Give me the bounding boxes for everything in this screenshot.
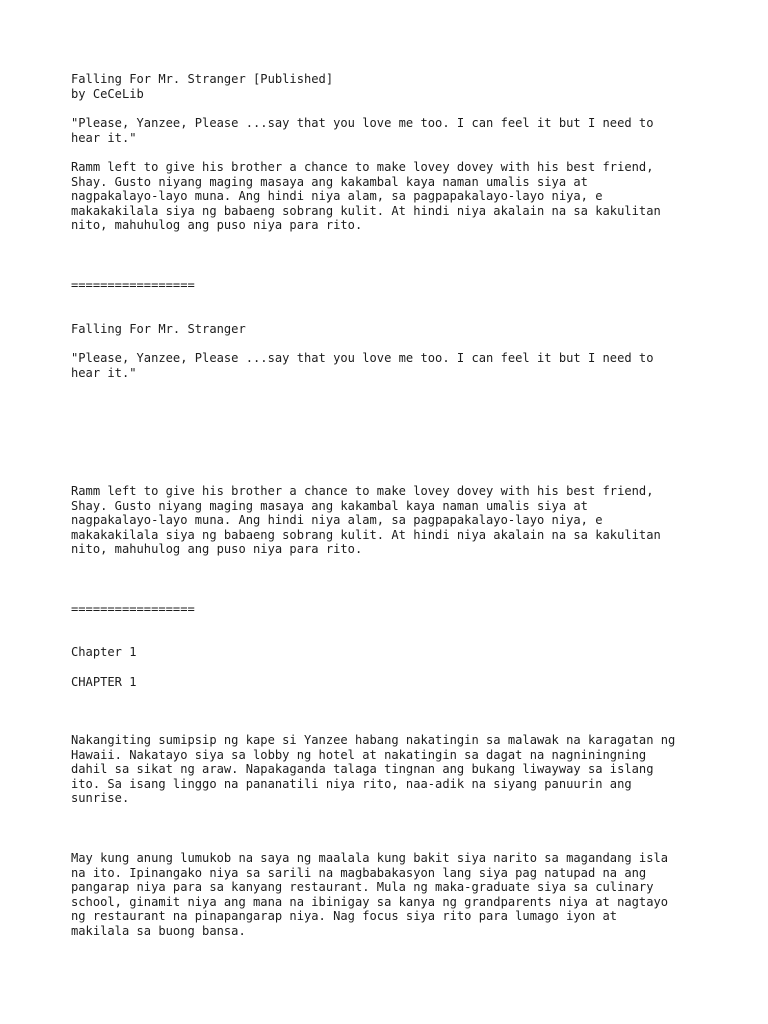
chapter-heading: CHAPTER 1 (71, 675, 137, 689)
chapter-label: Chapter 1 (71, 645, 137, 659)
separator-2: ================= (71, 602, 195, 616)
title-2: Falling For Mr. Stranger (71, 322, 246, 336)
blurb-2: Ramm left to give his brother a chance to make lovey dovey with his best friend, Shay. Gusto niyang maging masaya ang kakambal kaya naman umalis siya at nagpakalayo-layo muna. Ang hindi niya alam, sa pagpapakalayo-layo niya, e makakakilala siya ng babaeng sobrang kulit. At hindi niya akalain na sa kakulitan nito, mahuhulog ang puso niya para rito. (71, 484, 661, 556)
blurb-1: Ramm left to give his brother a chance to make lovey dovey with his best friend, Shay. Gusto niyang maging masaya ang kakambal kaya naman umalis siya at nagpakalayo-layo muna. Ang hindi niya alam, sa pagpapakalayo-layo niya, e makakakilala siya ng babaeng sobrang kulit. At hindi niya akalain na sa kakulitan nito, mahuhulog ang puso niya para rito. (71, 160, 661, 232)
paragraph-1: Nakangiting sumipsip ng kape si Yanzee habang nakatingin sa malawak na karagatan ng Hawaii. Nakatayo siya sa lobby ng hotel at nakatingin sa dagat na nagniningning dahil sa sikat ng araw. Napakaganda talaga tingnan ang bukang liwayway sa islang ito. Sa isang linggo na pananatili niya rito, naa-adik na siyang panuurin ang sunrise. (71, 733, 676, 805)
paragraph-2: May kung anung lumukob na saya ng maalala kung bakit siya narito sa magandang isla na ito. Ipinangako niya sa sarili na magbabakasyon lang siya pag natupad na ang pangarap niya para sa kanyang restaurant. Mula ng maka-graduate siya sa culinary school, ginamit niya ang mana na ibinigay sa kanya ng grandparents niya at nagtayo ng restaurant na pinapangarap niya. Nag focus siya rito para lumago iyon at makilala sa buong bansa. (71, 851, 669, 938)
header-title: Falling For Mr. Stranger [Published] (71, 72, 334, 86)
separator-1: ================= (71, 278, 195, 292)
header-author: by CeCeLib (71, 87, 144, 101)
quote-2: "Please, Yanzee, Please ...say that you love me too. I can feel it but I need to hear it." (71, 351, 654, 380)
quote-1: "Please, Yanzee, Please ...say that you love me too. I can feel it but I need to hear it." (71, 116, 654, 145)
